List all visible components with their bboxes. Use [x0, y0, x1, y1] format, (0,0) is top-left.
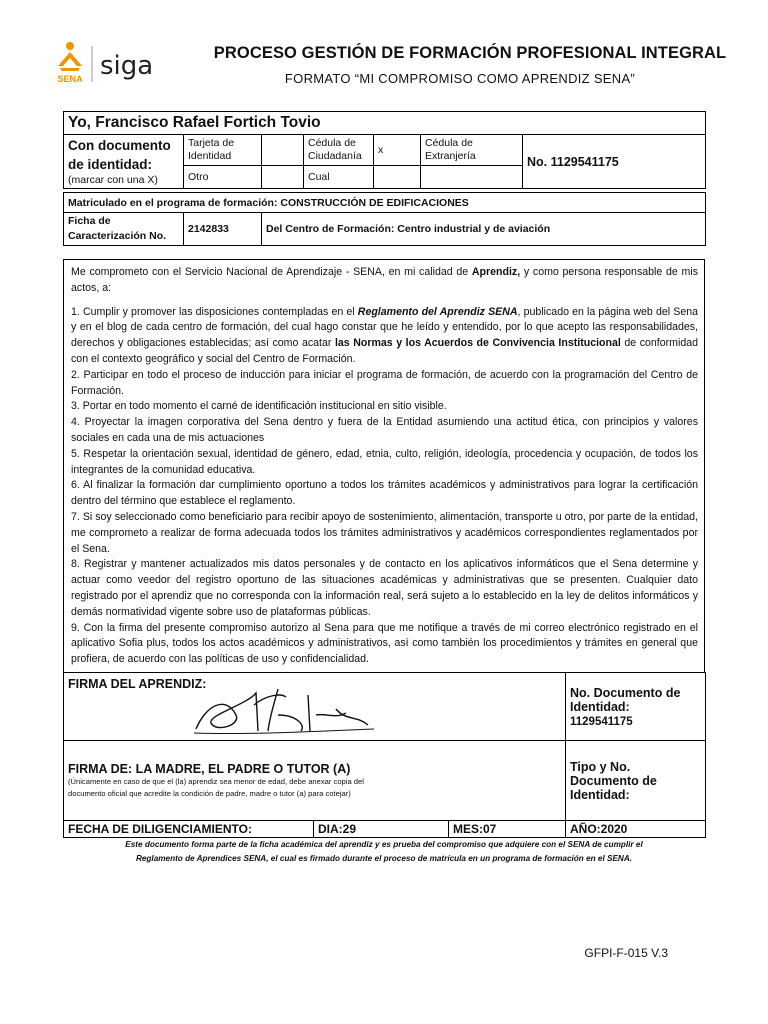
commitment-item-7: 7. Si soy seleccionado como beneficiario para recibir apoyo de sostenimiento, alimentación, transporte u otro, por parte de la entidad, me comprometo a realizar de forma adecuada todos los trámites administrativos y académicos correspondientes reglamentados por el Sena. — [71, 510, 698, 555]
ficha-number: 2142833 — [184, 213, 262, 246]
document-title: PROCESO GESTIÓN DE FORMACIÓN PROFESIONAL INTEGRAL — [213, 44, 727, 62]
tutor-signature-cell — [64, 741, 566, 821]
cedula-extranjeria-label: Cédula de Extranjería — [421, 135, 523, 166]
tutor-signature-label: FIRMA DE: LA MADRE, EL PADRE O TUTOR (A) — [68, 761, 351, 776]
document-subtitle: FORMATO “MI COMPROMISO COMO APRENDIZ SENA” — [284, 71, 636, 86]
tutor-document-label: Tipo y No. Documento de Identidad: — [566, 741, 706, 821]
student-signature-label: FIRMA DEL APRENDIZ: — [68, 676, 207, 691]
commitments-intro: Me comprometo con el Servicio Nacional de Aprendizaje - SENA, en mi calidad de Aprendiz, y como persona responsable de mis actos, a: — [71, 266, 699, 294]
document-id-label: No. Documento de Identidad: — [570, 685, 681, 714]
fill-date-year: AÑO:2020 — [566, 821, 706, 838]
otro-mark-cell — [262, 166, 304, 189]
siga-logo-text: siga — [100, 51, 154, 81]
tarjeta-mark-cell — [262, 135, 304, 166]
fill-date-month: MES:07 — [449, 821, 566, 838]
document-note: (marcar con una X) — [68, 174, 158, 186]
cual-label: Cual — [304, 166, 374, 189]
fill-date-label: FECHA DE DILIGENCIAMIENTO: — [64, 821, 314, 838]
tutor-signature-note: (Únicamente en caso de que el (la) aprendiz sea menor de edad, debe anexar copia del documento oficial que acredite la condición de padre, madre o tutor (a) para cotejar) — [68, 776, 364, 798]
commitment-item-3: 3. Portar en todo momento el carné de identificación institucional en sitio visible. — [71, 400, 447, 413]
cedula-ciudadania-mark: x — [374, 135, 421, 166]
program-enrolled: Matriculado en el programa de formación: CONSTRUCCIÓN DE EDIFICACIONES — [64, 193, 706, 213]
student-name: Yo, Francisco Rafael Fortich Tovio — [64, 112, 706, 135]
signatures-table — [63, 672, 706, 838]
document-footnote — [63, 838, 705, 866]
logo-group — [50, 40, 170, 88]
otro-label: Otro — [184, 166, 262, 189]
footnote-line-1: Este documento forma parte de la ficha académica del aprendiz y es prueba del compromiso que adquiere con el SENA de cumplir el — [125, 840, 643, 849]
empty-cell — [421, 166, 523, 189]
name-row — [64, 112, 706, 135]
document-id-value: 1129541175 — [570, 715, 633, 728]
sena-siga-logo — [50, 40, 170, 88]
cual-value-cell — [374, 166, 421, 189]
document-id-cell — [566, 673, 706, 741]
student-signature-cell — [64, 673, 566, 741]
footnote-line-2: Reglamento de Aprendices SENA, el cual es firmado durante el proceso de matrícula en un programa de formación en el SENA. — [135, 854, 633, 863]
sena-logo-text: SENA — [57, 74, 83, 84]
form-code: GFPI-F-015 V.3 — [584, 946, 668, 960]
fill-date-day: DIA:29 — [314, 821, 449, 838]
commitment-item-2: 2. Participar en todo el proceso de inducción para iniciar el programa de formación, de acuerdo con la programación del Centro de Formación. — [71, 368, 698, 397]
commitment-item-4: 4. Proyectar la imagen corporativa del Sena dentro y fuera de la Entidad asumiendo una actitud ética, con principios y valores sociales en cada una de mis actuaciones — [71, 416, 698, 444]
commitment-item-5: 5. Respetar la orientación sexual, identidad de género, edad, etnia, culto, religión, ideología, procedencia y ocupación, de todos los integrantes de la comunidad educativa. — [71, 447, 698, 476]
commitment-item-8: 8. Registrar y mantener actualizados mis datos personales y de contacto en los aplicativos informáticos que el Sena determine y actuar como veedor del registro oportuno de las situaciones académicas y administrativas que se presenten. Cualquier dato registrado por el aprendiz que no corresponda con la información real, será sujeto a lo establecido en la ley de delitos informáticos y demás normatividad vigente sobre uso de plataformas públicas. — [71, 558, 698, 618]
tarjeta-identidad-label: Tarjeta de Identidad — [184, 135, 262, 166]
commitment-item-1: 1. Cumplir y promover las disposiciones contempladas en el Reglamento del Aprendiz SENA, publicado en la página web del Sena y en el blog de cada centro de formación, del cual hago constar que he leído y entendido, por lo que acepto las responsabilidades, derechos y obligaciones establecidas; así como acatar las Normas y los Acuerdos de Convivencia Institucional de conformidad con el contexto geográfico y social del Centro de Formación. — [71, 305, 698, 365]
commitment-item-9: 9. Con la firma del presente compromiso autorizo al Sena para que me notifique a través de mi correo electrónico registrado en el aplicativo Sofia plus, todos los actos académicos y administrativos, así como también los procedimientos y trámites en general que profiera, de acuerdo con las políticas de uso y confidencialidad. — [71, 621, 698, 666]
document-label: Con documento de identidad: — [68, 138, 171, 172]
commitment-item-6: 6. Al finalizar la formación dar cumplimiento oportuno a todos los trámites académicos y administrativos para lograr la certificación dentro del término que establece el reglamento. — [71, 479, 698, 508]
document-label-cell — [64, 135, 184, 189]
cedula-ciudadania-label: Cédula de Ciudadanía — [304, 135, 374, 166]
document-number: No. 1129541175 — [523, 135, 706, 189]
student-signature-image — [186, 685, 386, 737]
training-center: Del Centro de Formación: Centro industrial y de aviación — [262, 213, 706, 246]
program-table — [63, 192, 706, 246]
commitments-section — [63, 259, 705, 672]
identity-table — [63, 111, 706, 189]
ficha-label: Ficha de Caracterización No. — [64, 213, 184, 246]
